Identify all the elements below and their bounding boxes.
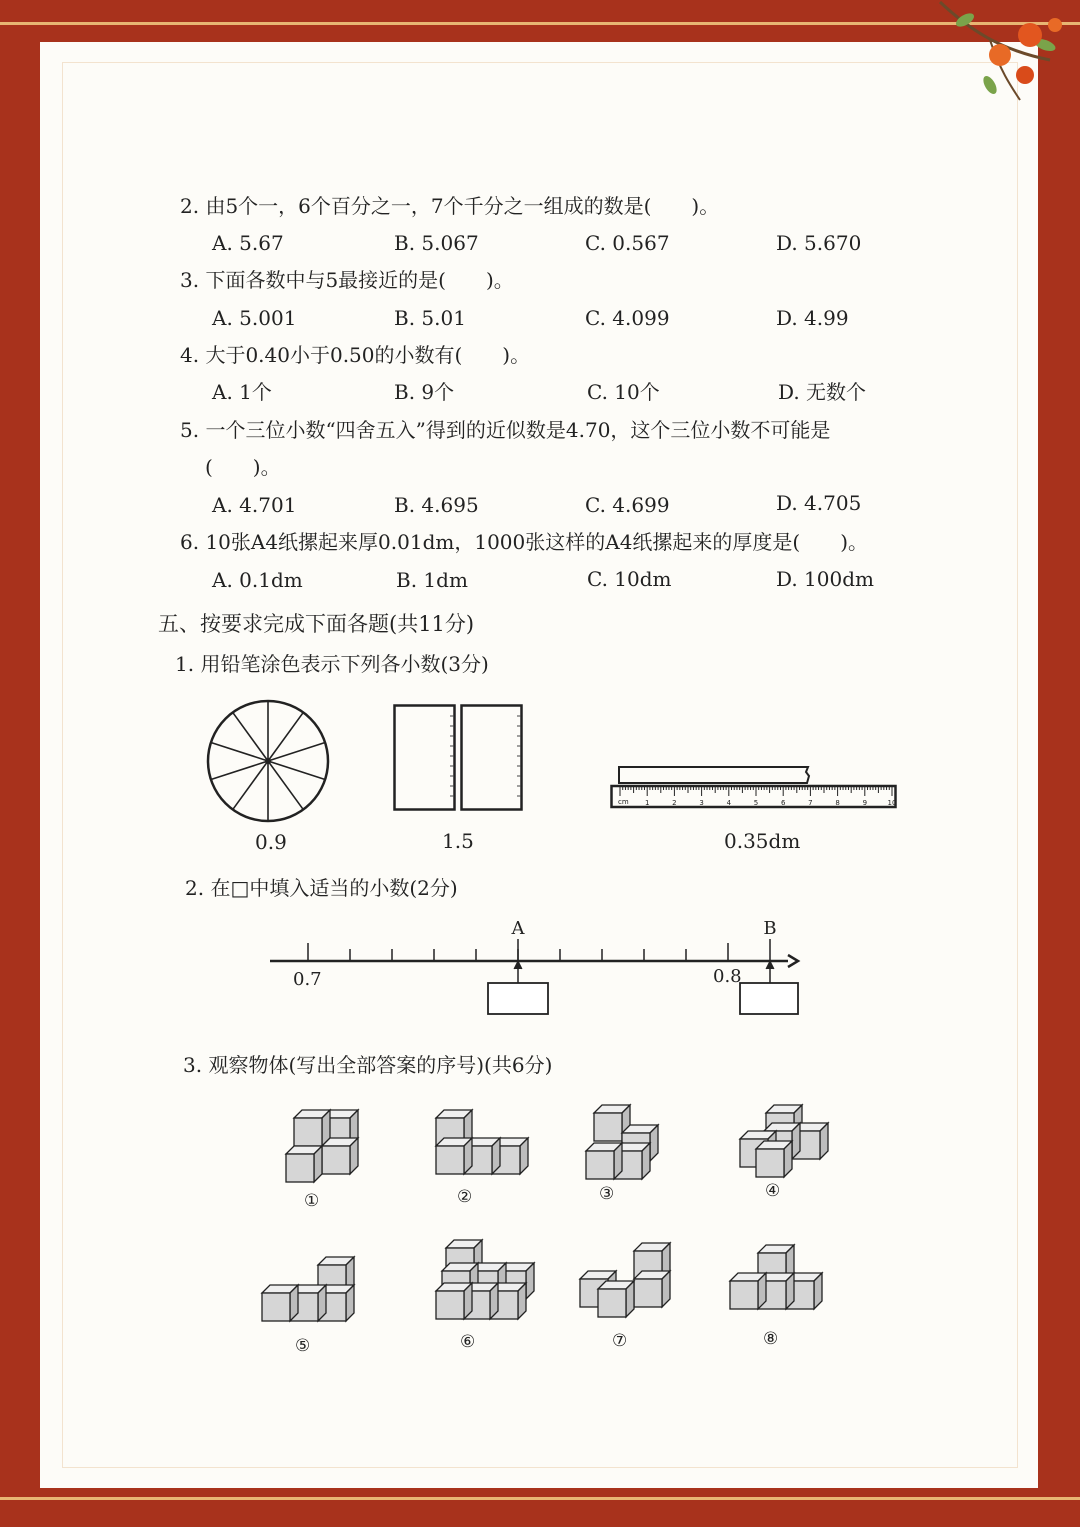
question-4-option-b: B. 9个	[394, 380, 455, 404]
question-4-option-c: C. 10个	[587, 380, 660, 404]
ruler-number: 5	[753, 799, 759, 807]
persimmon-branch-icon	[930, 0, 1080, 115]
figure-2	[436, 1110, 528, 1174]
point-a-label: A	[511, 918, 525, 939]
number-line-end: 0.8	[713, 966, 742, 987]
figure-label-7: ⑦	[612, 1331, 628, 1351]
circle-spoke	[268, 712, 303, 761]
question-5-option-b: B. 4.695	[394, 493, 479, 517]
section-5-q3-title: 3. 观察物体(写出全部答案的序号)(共6分)	[183, 1053, 553, 1077]
question-4-option-a: A. 1个	[212, 380, 272, 404]
question-6-option-b: B. 1dm	[396, 568, 468, 592]
question-3-option-d: D. 4.99	[776, 306, 849, 330]
question-2-option-c: C. 0.567	[585, 231, 670, 255]
ruler-number: 6	[780, 799, 786, 807]
section-5-q1-title: 1. 用铅笔涂色表示下列各小数(3分)	[175, 652, 489, 676]
circle-spoke	[233, 761, 268, 810]
figure-5	[262, 1257, 354, 1321]
question-6-option-d: D. 100dm	[776, 567, 874, 591]
ruler-number: 4	[726, 799, 732, 807]
question-2-option-d: D. 5.670	[776, 231, 862, 255]
ruler-number: 2	[672, 799, 677, 807]
figure-label-3: ③	[599, 1184, 615, 1204]
circle-spoke	[268, 761, 303, 810]
ruler-number: 8	[835, 799, 840, 807]
circle-spoke	[211, 761, 268, 780]
question-5-stem-continued: ( )。	[205, 455, 281, 479]
ruler-number: 3	[699, 799, 704, 807]
circle-ten-parts	[205, 698, 331, 824]
ruler-number: 10	[887, 799, 897, 807]
cube-figures	[250, 1095, 850, 1365]
ruler-number: 7	[808, 799, 813, 807]
figure-label-6: ⑥	[460, 1332, 476, 1352]
figure-label-2: ②	[457, 1187, 473, 1207]
question-4-stem: 4. 大于0.40小于0.50的小数有( )。	[180, 343, 531, 367]
question-5-option-c: C. 4.699	[585, 493, 670, 517]
question-2-option-a: A. 5.67	[212, 231, 284, 255]
question-5-option-a: A. 4.701	[212, 493, 297, 517]
figure-4	[740, 1105, 828, 1177]
figure-7	[580, 1243, 670, 1317]
question-5-stem: 5. 一个三位小数“四舍五入”得到的近似数是4.70，这个三位小数不可能是	[180, 418, 831, 442]
answer-box-b[interactable]	[740, 983, 798, 1014]
section-5-title: 五、按要求完成下面各题(共11分)	[158, 612, 475, 636]
question-3-option-c: C. 4.099	[585, 306, 670, 330]
section-5-q2-title: 2. 在□中填入适当的小数(2分)	[185, 876, 458, 900]
figure-label-4: ④	[765, 1181, 781, 1201]
circle-label: 0.9	[255, 830, 287, 854]
question-3-option-a: A. 5.001	[212, 306, 297, 330]
question-3-stem: 3. 下面各数中与5最接近的是( )。	[180, 268, 514, 292]
figure-label-8: ⑧	[763, 1329, 779, 1349]
circle-spoke	[233, 712, 268, 761]
ruler-number: 9	[862, 799, 868, 807]
answer-box-a[interactable]	[488, 983, 548, 1014]
question-5-option-d: D. 4.705	[776, 491, 862, 515]
figure-label-5: ⑤	[295, 1336, 311, 1356]
frame-bottom-line	[0, 1497, 1080, 1500]
number-line-start: 0.7	[293, 969, 322, 990]
number-line	[268, 915, 808, 1020]
figure-label-1: ①	[304, 1191, 320, 1211]
figure-6	[436, 1240, 534, 1319]
figure-8	[730, 1245, 822, 1309]
circle-spoke	[268, 742, 325, 761]
frame-top-line	[0, 22, 1080, 25]
figure-1	[286, 1110, 358, 1182]
circle-spoke	[211, 742, 268, 761]
question-6-option-a: A. 0.1dm	[212, 568, 303, 592]
ruler-label: 0.35dm	[724, 829, 801, 853]
question-4-option-d: D. 无数个	[778, 380, 867, 404]
rectangles-label: 1.5	[442, 829, 474, 853]
ruler-unit: cm	[618, 798, 629, 806]
question-6-stem: 6. 10张A4纸摞起来厚0.01dm，1000张这样的A4纸摞起来的厚度是( )。	[180, 530, 869, 554]
figure-3	[586, 1105, 658, 1179]
ruler-number: 1	[644, 799, 650, 807]
question-3-option-b: B. 5.01	[394, 306, 466, 330]
question-2-option-b: B. 5.067	[394, 231, 479, 255]
two-rectangles	[393, 704, 525, 812]
circle-spoke	[268, 761, 325, 780]
ruler-with-bar	[610, 764, 898, 810]
question-6-option-c: C. 10dm	[587, 567, 672, 591]
point-b-label: B	[763, 918, 777, 939]
question-2-stem: 2. 由5个一，6个百分之一，7个千分之一组成的数是( )。	[180, 194, 720, 218]
